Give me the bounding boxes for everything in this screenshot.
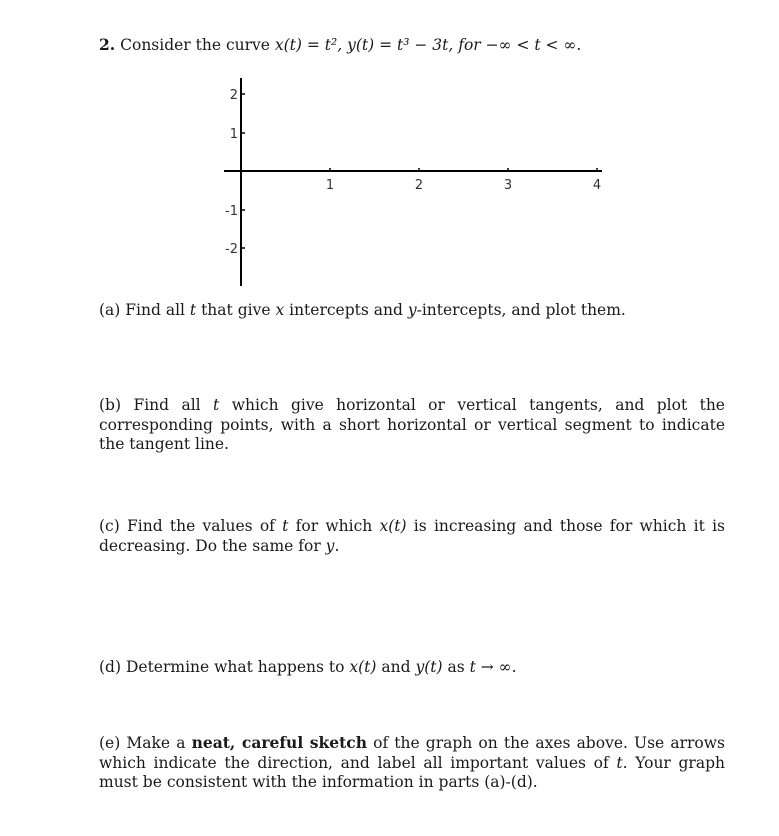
- part-c-text-2: for which: [288, 517, 380, 535]
- part-e: [99, 733, 725, 793]
- problem-number: 2.: [99, 35, 116, 54]
- part-d-math-1: x(t): [349, 658, 377, 676]
- part-b-text-1: Find all: [133, 396, 214, 414]
- part-a-math-2: x: [275, 301, 285, 319]
- x-tick-label-3: 3: [503, 178, 513, 193]
- part-c: [99, 517, 725, 556]
- part-a-text-2: that give: [196, 301, 276, 319]
- part-d: [99, 658, 725, 678]
- part-c-math-2: x(t): [379, 517, 407, 535]
- part-c-math-3: y: [325, 536, 335, 555]
- curve-equation: x(t) = t², y(t) = t³ − 3t, for −∞ < t < ∞.: [274, 36, 582, 54]
- part-d-math-2: y(t): [415, 658, 443, 676]
- part-d-text-1: Determine what happens to: [125, 658, 350, 676]
- part-c-text-3: is increasing and those for which it is decreasing. Do the same for: [99, 517, 725, 555]
- part-a-label: (a): [99, 301, 121, 319]
- y-tick-label-minus-2: -2: [225, 242, 238, 257]
- part-b-label: (b): [99, 396, 122, 414]
- part-e-math-1: t: [616, 753, 623, 772]
- part-d-text-2: and: [376, 658, 416, 676]
- x-tick-label-2: 2: [414, 178, 424, 193]
- part-b-math-1: t: [213, 396, 220, 414]
- part-e-bold-phrase: neat, careful sketch: [191, 733, 367, 752]
- part-a-math-3: y: [407, 301, 417, 319]
- part-a-text-4: -intercepts, and plot them.: [416, 301, 626, 319]
- part-d-math-3: t → ∞: [469, 658, 512, 676]
- part-a: [99, 301, 725, 321]
- part-c-text-4: .: [334, 536, 340, 555]
- part-a-text-3: intercepts and: [284, 301, 408, 319]
- part-e-text-3: . Your graph must be consistent with the information in parts (a)-(d).: [99, 753, 725, 791]
- part-e-text-1: Make a: [126, 734, 192, 752]
- x-tick-label-1: 1: [325, 178, 335, 193]
- part-c-label: (c): [99, 517, 120, 535]
- part-b: [99, 396, 725, 455]
- blank-axes-graph: [0, 0, 779, 300]
- part-d-text-3: as: [442, 658, 470, 676]
- part-a-text-1: Find all: [125, 301, 190, 319]
- x-tick-label-4: 4: [592, 178, 602, 193]
- part-d-label: (d): [99, 658, 122, 676]
- part-a-math-1: t: [189, 301, 197, 319]
- problem-intro: Consider the curve: [120, 36, 275, 54]
- part-e-text-2: of the graph on the axes above. Use arrows which indicate the direction, and label all important values of: [99, 734, 725, 772]
- part-b-text-2: which give horizontal or vertical tangents, and plot the corresponding points, with a short horizontal or vertical segment to indicate the tangent line.: [99, 396, 725, 453]
- part-e-label: (e): [99, 734, 121, 752]
- y-tick-label-2: 2: [229, 88, 238, 103]
- y-tick-label-1: 1: [229, 127, 238, 142]
- part-c-math-1: t: [282, 517, 289, 535]
- y-tick-label-minus-1: -1: [225, 204, 238, 219]
- part-d-text-4: .: [511, 658, 517, 676]
- part-c-text-1: Find the values of: [127, 517, 283, 535]
